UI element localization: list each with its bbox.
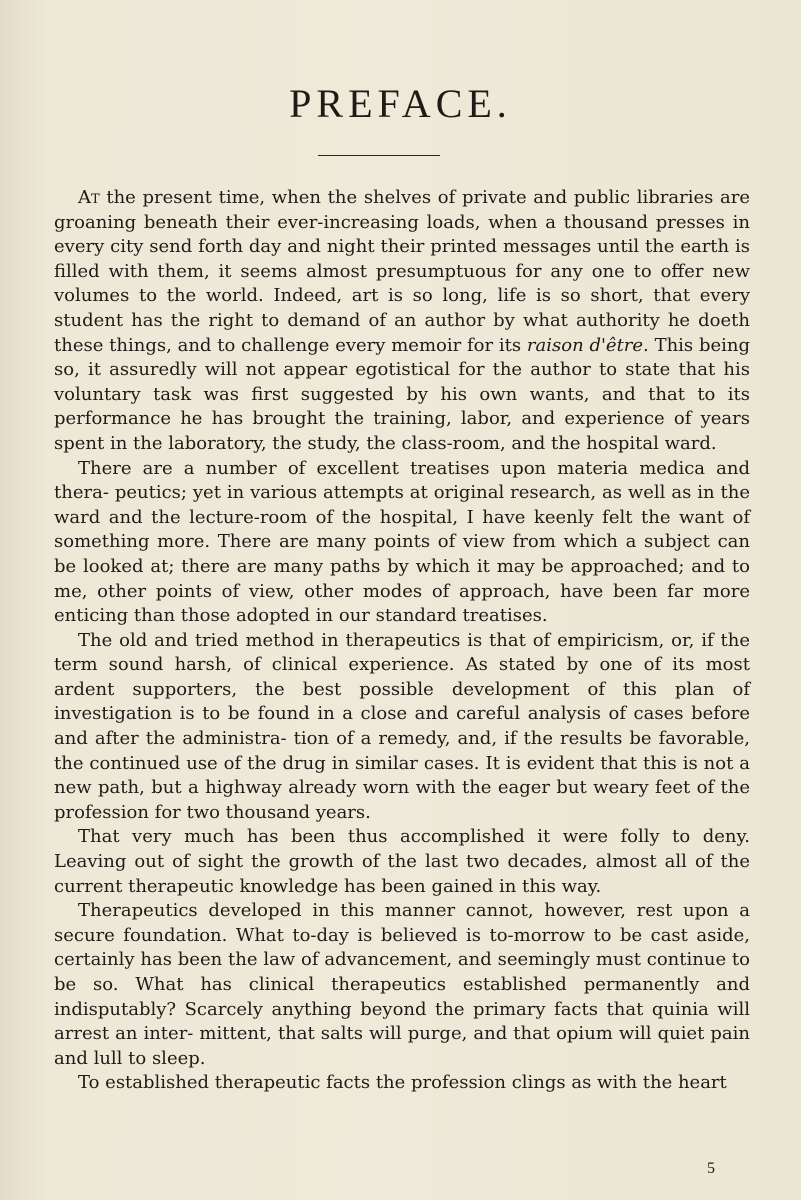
paragraph-1-lead: At <box>78 187 100 208</box>
paragraph-1-text-a: the present time, when the shelves of private and public libraries are groaning beneath their ever-increasing loads, when a thousand presses in every city send forth day and night their printed messages until the earth is filled with them, it seems almost presumptuous for any one to offer new volumes to the world. Indeed, art is so long, life is so short, that every student has the right to demand of an author by what authority he doeth these things, and to challenge every memoir for its <box>54 187 750 356</box>
page-title: PREFACE. <box>289 81 512 126</box>
paragraph-4: That very much has been thus accomplished it were folly to deny. Leaving out of sight the growth of the last two decades, almost all of the current therapeutic knowledge has been gained in this way. <box>54 826 750 897</box>
paragraph-1 <box>54 186 750 457</box>
title-divider <box>318 155 440 156</box>
paragraph-1-italic: raison d'être. <box>526 334 649 356</box>
page-number: 5 <box>707 1160 715 1177</box>
paragraph-6: To established therapeutic facts the profession clings as with the heart <box>78 1072 727 1094</box>
paragraph-2: There are a number of excellent treatises upon materia medica and thera- peutics; yet in various attempts at original research, as well as in the ward and the lecture-room of the hospital, I have keenly felt the want of something more. There are many points of view from which a subject can be looked at; there are many paths by which it may be approached; and to me, other points of view, other modes of approach, have been far more enticing than those adopted in our standard treatises. <box>54 457 750 627</box>
paragraph-3: The old and tried method in therapeutics is that of empiricism, or, if the term sound harsh, of clinical experience. As stated by one of its most ardent supporters, the best possible development of this plan of investigation is to be found in a close and careful analysis of cases before and after the administra- tion of a remedy, and, if the results be favorable, the continued use of the drug in similar cases. It is evident that this is not a new path, but a highway already worn with the eager but weary feet of the profession for two thousand years. <box>54 629 750 823</box>
preface-body <box>54 186 750 1096</box>
paragraph-1-text-b: This being so, it assuredly will not appear egotistical for the author to state that his voluntary task was first suggested by his own wants, and that to its performance he has brought the training, labor, and experience of years spent in the laboratory, the study, the class-room, and the hospital ward. <box>54 334 751 454</box>
paragraph-5: Therapeutics developed in this manner cannot, however, rest upon a secure foundation. What to-day is believed is to-morrow to be cast aside, certainly has been the law of advancement, and seemingly must continue to be so. What has clinical therapeutics established permanently and indisputably? Scarcely anything beyond the primary facts that quinia will arrest an inter- mittent, that salts will purge, and that opium will quiet pain and lull to sleep. <box>54 900 750 1069</box>
